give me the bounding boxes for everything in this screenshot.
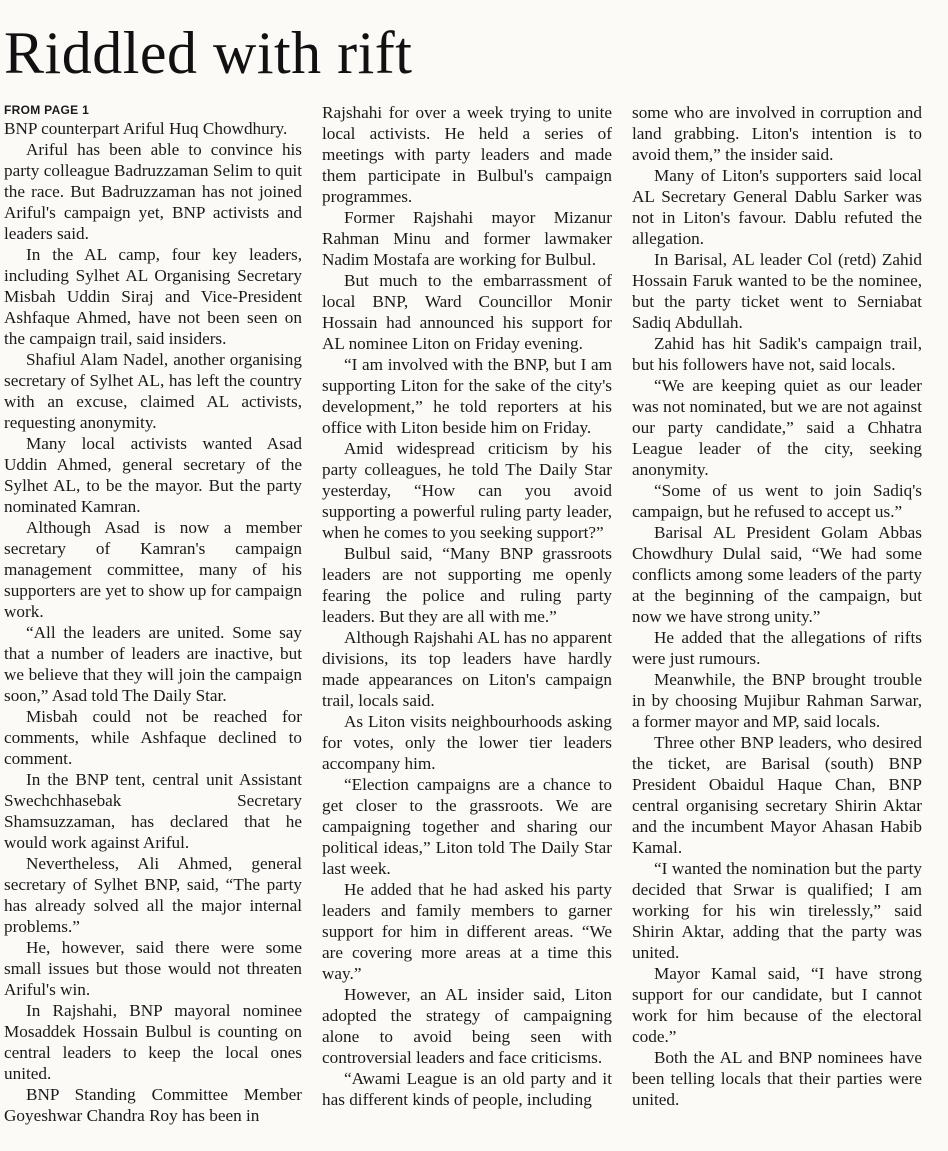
paragraph: Mayor Kamal said, “I have strong support for our candidate, but I cannot work for him because of the electoral code.” [632,964,922,1046]
paragraph: But much to the embarrassment of local BNP, Ward Councillor Monir Hossain had announced his support for AL nominee Liton on Friday evening. [322,271,612,353]
paragraph: He, however, said there were some small issues but those would not threaten Ariful's win. [4,938,302,999]
paragraph: “Awami League is an old party and it has different kinds of people, including [322,1069,612,1109]
paragraph: Amid widespread criticism by his party colleagues, he told The Daily Star yesterday, “How can you avoid supporting a powerful ruling party leader, when he comes to you seeking support?” [322,439,612,542]
paragraph: Barisal AL President Golam Abbas Chowdhury Dulal said, “We had some conflicts among some leaders of the party at the beginning of the campaign, but now we have strong unity.” [632,523,922,626]
paragraph: “I am involved with the BNP, but I am supporting Liton for the sake of the city's development,” he told reporters at his office with Liton beside him on Friday. [322,355,612,437]
paragraph: In Barisal, AL leader Col (retd) Zahid Hossain Faruk wanted to be the nominee, but the party ticket went to Serniabat Sadiq Abdullah. [632,250,922,332]
paragraph: Rajshahi for over a week trying to unite local activists. He held a series of meetings with party leaders and made them participate in Bulbul's campaign programmes. [322,103,612,206]
paragraph: Shafiul Alam Nadel, another organising secretary of Sylhet AL, has left the country with an excuse, claimed AL activists, requesting anonymity. [4,350,302,432]
paragraph: As Liton visits neighbourhoods asking for votes, only the lower tier leaders accompany him. [322,712,612,773]
column-2 [314,102,624,1131]
paragraph: Many local activists wanted Asad Uddin Ahmed, general secretary of the Sylhet AL, to be the mayor. But the party nominated Kamran. [4,434,302,516]
jump-label: FROM PAGE 1 [4,103,90,117]
paragraph: He added that the allegations of rifts were just rumours. [632,628,922,668]
paragraph: Meanwhile, the BNP brought trouble in by choosing Mujibur Rahman Sarwar, a former mayor and MP, said locals. [632,670,922,731]
paragraph: Nevertheless, Ali Ahmed, general secretary of Sylhet BNP, said, “The party has already solved all the major internal problems.” [4,854,302,936]
paragraph: some who are involved in corruption and land grabbing. Liton's intention is to avoid them,” the insider said. [632,103,922,164]
paragraph: Although Asad is now a member secretary of Kamran's campaign management committee, many of his supporters are yet to show up for campaign work. [4,518,302,621]
paragraph: Many of Liton's supporters said local AL Secretary General Dablu Sarker was not in Liton's favour. Dablu refuted the allegation. [632,166,922,248]
paragraph: Although Rajshahi AL has no apparent divisions, its top leaders have hardly made appearances on Liton's campaign trail, locals said. [322,628,612,710]
paragraph: In Rajshahi, BNP mayoral nominee Mosaddek Hossain Bulbul is counting on central leaders to keep the local ones united. [4,1001,302,1083]
paragraph: He added that he had asked his party leaders and family members to garner support for him in different areas. “We are covering more areas at a time this way.” [322,880,612,983]
headline: Riddled with rift [4,20,413,86]
paragraph: Bulbul said, “Many BNP grassroots leaders are not supporting me openly fearing the police and ruling party leaders. But they are all with me.” [322,544,612,626]
column-1 [4,102,314,1131]
paragraph: In the BNP tent, central unit Assistant Swechchhasebak Secretary Shamsuzzaman, has declared that he would work against Ariful. [4,770,302,852]
paragraph: However, an AL insider said, Liton adopted the strategy of campaigning alone to avoid being seen with controversial leaders and face criticisms. [322,985,612,1067]
paragraph: Both the AL and BNP nominees have been telling locals that their parties were united. [632,1048,922,1109]
paragraph: In the AL camp, four key leaders, including Sylhet AL Organising Secretary Misbah Uddin Siraj and Vice-President Ashfaque Ahmed, have not been seen on the campaign trail, said insiders. [4,245,302,348]
column-3 [624,102,934,1131]
paragraph: Former Rajshahi mayor Mizanur Rahman Minu and former lawmaker Nadim Mostafa are working for Bulbul. [322,208,612,269]
paragraph: “Some of us went to join Sadiq's campaign, but he refused to accept us.” [632,481,922,521]
paragraph: BNP counterpart Ariful Huq Chowdhury. [4,119,288,138]
paragraph: Ariful has been able to convince his party colleague Badruzzaman Selim to quit the race. But Badruzzaman has not joined Ariful's campaign yet, BNP activists and leaders said. [4,140,302,243]
paragraph: Zahid has hit Sadik's campaign trail, but his followers have not, said locals. [632,334,922,374]
paragraph: “All the leaders are united. Some say that a number of leaders are inactive, but we believe that they will join the campaign soon,” Asad told The Daily Star. [4,623,302,705]
article-body [4,102,942,1131]
paragraph: BNP Standing Committee Member Goyeshwar Chandra Roy has been in [4,1085,302,1125]
paragraph: “I wanted the nomination but the party decided that Srwar is qualified; I am working for his win tirelessly,” said Shirin Aktar, adding that the party was united. [632,859,922,962]
paragraph: “Election campaigns are a chance to get closer to the grassroots. We are campaigning together and sharing our political ideas,” Liton told The Daily Star last week. [322,775,612,878]
paragraph: Three other BNP leaders, who desired the ticket, are Barisal (south) BNP President Obaidul Haque Chan, BNP central organising secretary Shirin Aktar and the incumbent Mayor Ahasan Habib Kamal. [632,733,922,857]
paragraph: “We are keeping quiet as our leader was not nominated, but we are not against our party candidate,” said a Chhatra League leader of the city, seeking anonymity. [632,376,922,479]
paragraph: Misbah could not be reached for comments, while Ashfaque declined to comment. [4,707,302,768]
